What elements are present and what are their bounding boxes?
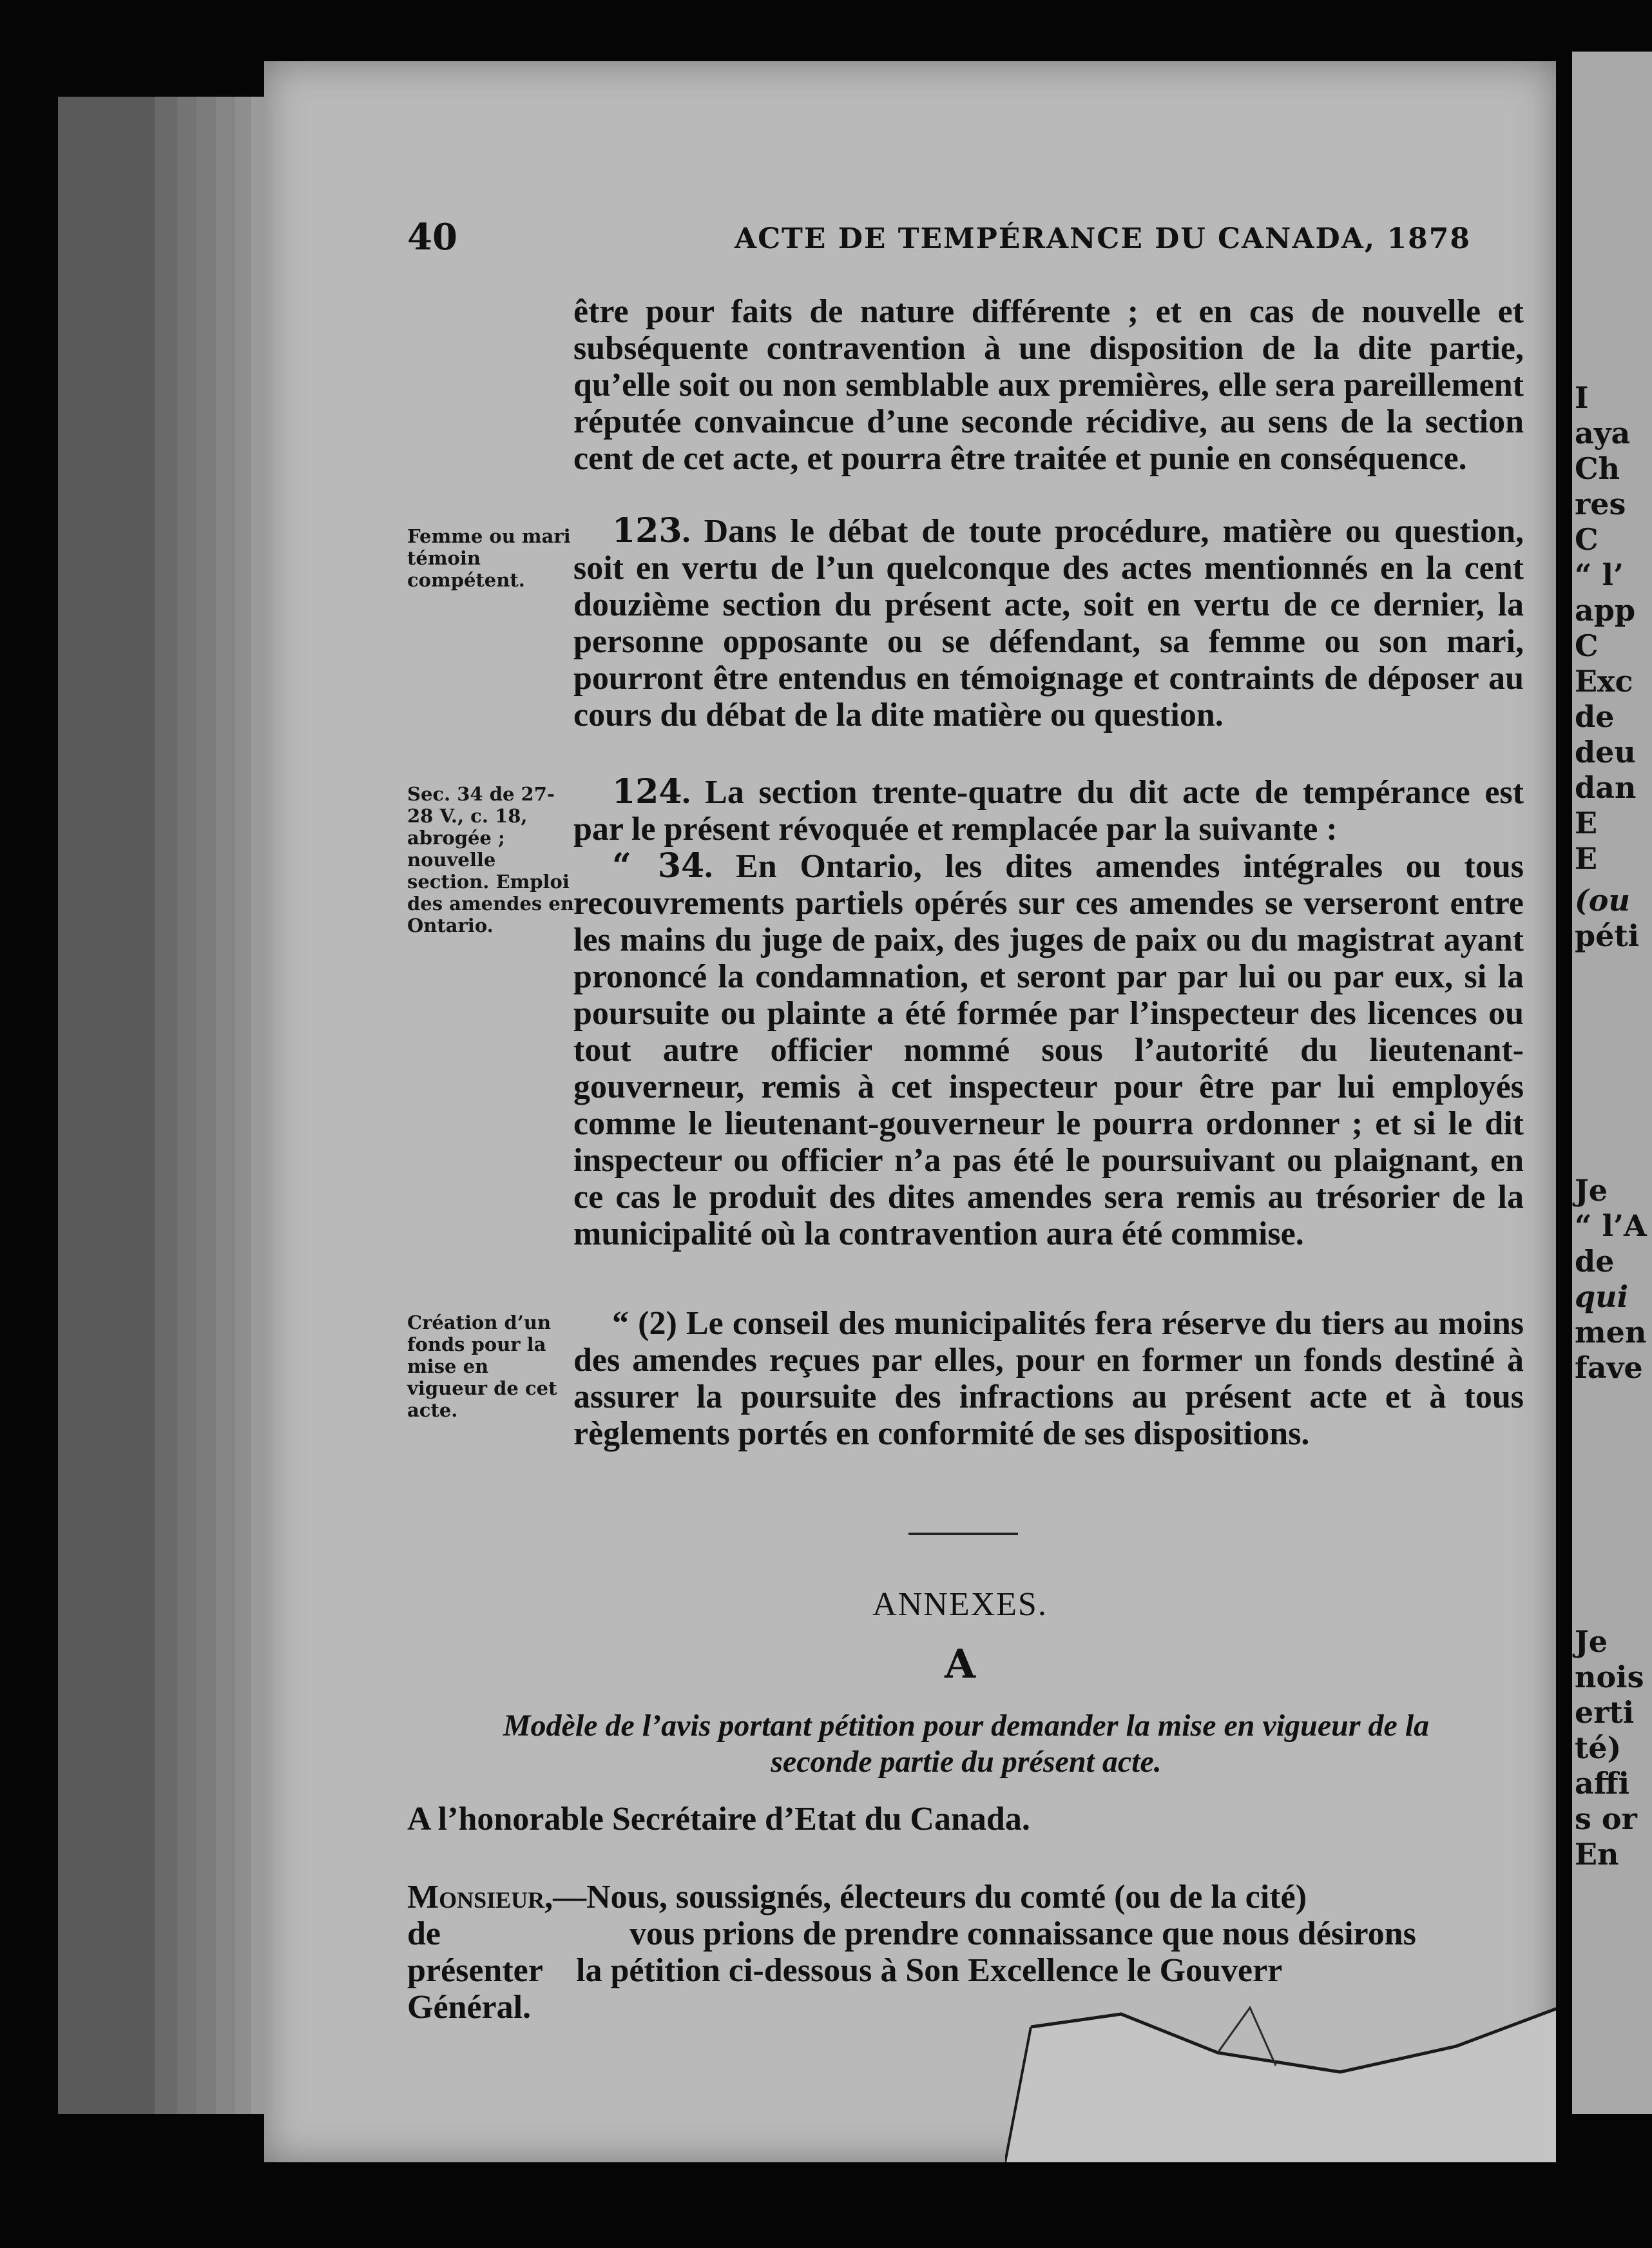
fragment-line: I (1575, 380, 1589, 415)
annex-letter: A (944, 1640, 976, 1687)
section-number: 123 (612, 511, 682, 550)
paragraph-text: être pour faits de nature différente ; et en cas de nouvelle et subséquente contravention à une disposition de la dite partie, qu’elle soit ou non semblable aux premières, elle sera pareillement réputée convaincue d’une seconde récidive, au sens de la section cent de cet acte, et pourra être traitée et punie en conséquence. (573, 293, 1524, 477)
section-123 (573, 512, 1524, 733)
section-text: . Dans le débat de toute procédure, matière ou question, soit en vertu de l’un quelconque des actes mentionnés en la cent douzième section du présent acte, soit en vertu de ce dernier, la personne opposante ou se défendant, sa femme ou son mari, pourront être entendus en témoignage et contraints de déposer au cours du débat de la dite matière ou question. (573, 513, 1524, 733)
annex-title: ANNEXES. (872, 1586, 1048, 1623)
section-divider (908, 1533, 1018, 1535)
fragment-line: En (1575, 1837, 1619, 1872)
section-text: “ (2) Le conseil des municipalités fera réserve du tiers au moins des amendes reçues par elles, pour en former un fonds destiné à assurer la poursuite des infractions au présent acte et à tous règlements portés en conformité de ses dispositions. (573, 1305, 1524, 1452)
margin-note-creation-fonds: Création d’un fonds pour la mise en vigueur de cet acte. (407, 1312, 557, 1421)
fragment-line: nois (1575, 1660, 1644, 1694)
annex-caption (407, 1708, 1525, 1780)
fragment-line: péti (1575, 918, 1640, 953)
fragment-line: “ l’A (1575, 1208, 1647, 1243)
salutation: Monsieur, (407, 1879, 553, 1915)
fragment-line: app (1575, 593, 1636, 628)
section-number: 124 (612, 772, 682, 811)
fragment-line: Exc (1575, 664, 1633, 699)
fragment-line: deu (1575, 735, 1636, 770)
fragment-line: C (1575, 522, 1599, 557)
fragment-line: Ch (1575, 451, 1620, 486)
fragment-line: C (1575, 628, 1599, 663)
subsection-number: “ 34 (612, 846, 705, 886)
letter-row (407, 1879, 1528, 1915)
fragment-line: de (1575, 699, 1615, 734)
fragment-line: res (1575, 487, 1626, 521)
subsection-2 (573, 1305, 1524, 1452)
fragment-line: (ou (1575, 883, 1630, 918)
fragment-line: E (1575, 841, 1598, 876)
fragment-line: E (1575, 806, 1598, 840)
margin-note-124: Sec. 34 de 27-28 V., c. 18, abrogée ; nouvelle section. Emploi des amendes en Ontario. (407, 783, 574, 936)
fragment-line: Je (1575, 1173, 1608, 1208)
adjacent-page-fragment (1572, 52, 1652, 2114)
margin-note-123: Femme ou mari témoin compétent. (407, 525, 571, 591)
letter-text: Général. (407, 1989, 532, 2026)
fragment-line: s or (1575, 1801, 1637, 1836)
running-title: ACTE DE TEMPÉRANCE DU CANADA, 1878 (735, 222, 1471, 255)
caption-line: seconde partie du présent acte. (771, 1745, 1162, 1779)
fragment-line: Je (1575, 1624, 1608, 1659)
fragment-line: aya (1575, 416, 1631, 451)
fragment-line: “ l’ (1575, 557, 1624, 592)
letter-text: de (407, 1915, 441, 1952)
letter-text: la pétition ci-dessous à Son Excellence le Gouverr (576, 1952, 1283, 1989)
fragment-line: men (1575, 1315, 1647, 1350)
fragment-line: té) (1575, 1730, 1622, 1765)
fragment-line: erti (1575, 1695, 1635, 1730)
book-page (264, 61, 1556, 2162)
book-page-edges (58, 97, 264, 2114)
fragment-line: de (1575, 1244, 1615, 1279)
fragment-line: dan (1575, 770, 1637, 805)
section-text: . La section trente-quatre du dit acte de tempérance est par le présent révoquée et remplacée par la suivante : (573, 774, 1524, 848)
caption-line: Modèle de l’avis portant pétition pour demander la mise en vigueur de la (503, 1709, 1430, 1743)
continuation-paragraph (573, 293, 1524, 477)
page-number: 40 (407, 216, 457, 258)
fragment-line: qui (1575, 1279, 1629, 1314)
fragment-line: affi (1575, 1766, 1630, 1801)
section-124 (573, 773, 1524, 1252)
torn-paper-mark (1005, 1969, 1556, 2162)
letter-text: —Nous, soussignés, électeurs du comté (ou de la cité) (553, 1879, 1307, 1915)
fragment-line: fave (1575, 1350, 1643, 1385)
letter-text: présenter (407, 1952, 543, 1989)
letter-row (407, 1915, 1528, 1952)
subsection-text: . En Ontario, les dites amendes intégrales ou tous recouvrements partiels opérés sur ces amendes se verseront entre les mains du juge de paix, des juges de paix ou du magistrat ayant prononcé la condamnation, et seront par par lui ou par eux, si la poursuite ou plainte a été formée par l’inspecteur des licences ou tout autre officier nommé sous l’autorité du lieutenant-gouverneur, remis à cet inspecteur pour être par lui employés comme le lieutenant-gouverneur le pourra ordonner ; et si le dit inspecteur ou officier n’a pas été le poursuivant ou plaignant, en ce cas le produit des dites amendes sera remis au trésorier de la municipalité où la contravention aura été commise. (573, 848, 1524, 1252)
letter-text: vous prions de prendre connaissance que nous désirons (629, 1915, 1416, 1952)
addressee-line: A l’honorable Secrétaire d’Etat du Canada. (407, 1801, 1030, 1837)
